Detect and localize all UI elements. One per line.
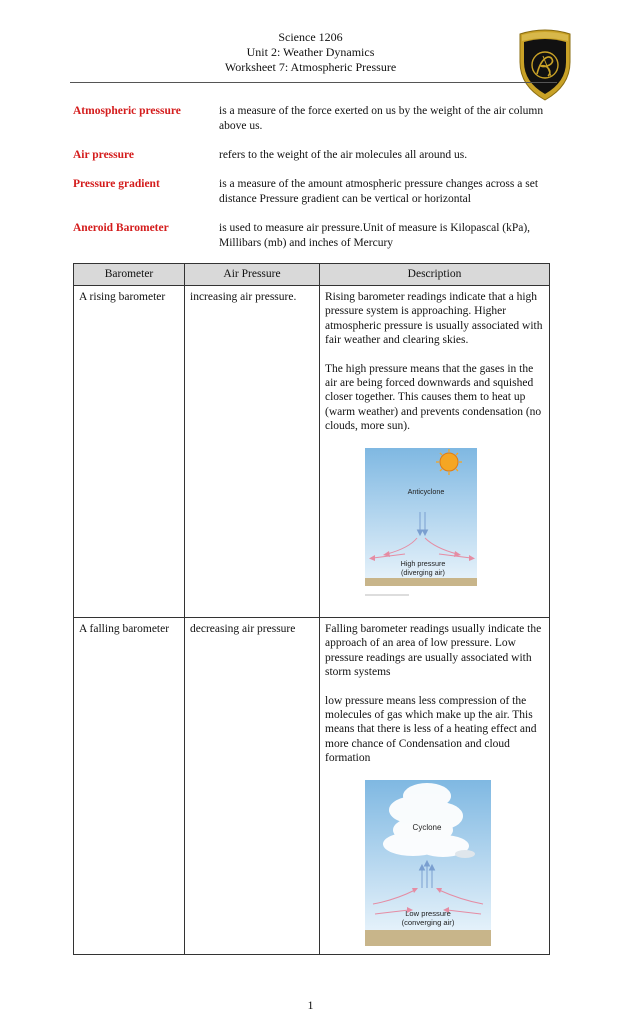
definition-atmospheric-pressure [73, 104, 553, 134]
description-cell [320, 286, 550, 618]
figure-caption-line1: Low pressure [405, 908, 451, 918]
description-paragraph: low pressure means less compression of the molecules of gas which make up the air. This means that there is less of a heating effect and more chance of Condensation and cloud formation [325, 694, 537, 765]
table-header-row [74, 264, 550, 286]
definition-aneroid-barometer [73, 221, 553, 251]
column-header-description: Description [320, 264, 550, 286]
description-paragraph: The high pressure means that the gases in the air are being forced downwards and squished closer together. This causes them to heat up (warm weather) and prevents condensation (no clouds, more sun). [325, 362, 542, 433]
rising-air-arrows [420, 861, 435, 888]
figure-caption-line2: (diverging air) [401, 567, 445, 577]
barometer-cell: A rising barometer [74, 286, 185, 618]
barometer-table [73, 263, 550, 955]
definition-text: is used to measure air pressure.Unit of measure is Kilopascal (kPa), Millibars (mb) and inches of Mercury [219, 222, 531, 249]
air-pressure-cell: decreasing air pressure [185, 618, 320, 955]
figure-title: Anticyclone [407, 486, 445, 496]
column-header-air-pressure: Air Pressure [185, 264, 320, 286]
definitions-list [73, 104, 553, 249]
definition-term: Aneroid Barometer [73, 222, 169, 234]
description-cell [320, 618, 550, 955]
definition-pressure-gradient [73, 177, 553, 207]
table-row [74, 286, 550, 618]
unit-title: Unit 2: Weather Dynamics [246, 45, 375, 59]
description-paragraph: Rising barometer readings indicate that a high pressure system is approaching. Higher atmospheric pressure is usually associated with fair weather and clearing skies. [325, 291, 543, 347]
course-title: Science 1206 [278, 30, 343, 44]
definition-term: Air pressure [73, 149, 135, 161]
column-header-barometer: Barometer [74, 264, 185, 286]
air-pressure-cell: increasing air pressure. [185, 286, 320, 618]
definition-text: is a measure of the force exerted on us by the weight of the air column above us. [219, 105, 544, 132]
worksheet-title: Worksheet 7: Atmospheric Pressure [224, 60, 397, 74]
anticyclone-diagram [365, 448, 477, 600]
school-crest-logo [517, 28, 573, 102]
figure-caption-line2: (converging air) [401, 917, 455, 927]
description-paragraph: Falling barometer readings usually indicate the approach of an area of low pressure. Low pressure readings are usually associated with storm systems [325, 623, 542, 679]
definition-term: Atmospheric pressure [73, 105, 181, 117]
table-row [74, 618, 550, 955]
definition-air-pressure [73, 148, 553, 163]
page-number: 1 [307, 998, 314, 1012]
definition-text: is a measure of the amount atmospheric pressure changes across a set distance Pressure gradient can be vertical or horizontal [219, 178, 539, 205]
cyclone-diagram [365, 780, 491, 946]
definition-term: Pressure gradient [73, 178, 160, 190]
barometer-cell: A falling barometer [74, 618, 185, 955]
figure-caption-line1: High pressure [400, 558, 446, 568]
figure-title: Cyclone [412, 822, 442, 832]
header-divider [70, 82, 557, 83]
definition-text: refers to the weight of the air molecules all around us. [219, 149, 468, 161]
